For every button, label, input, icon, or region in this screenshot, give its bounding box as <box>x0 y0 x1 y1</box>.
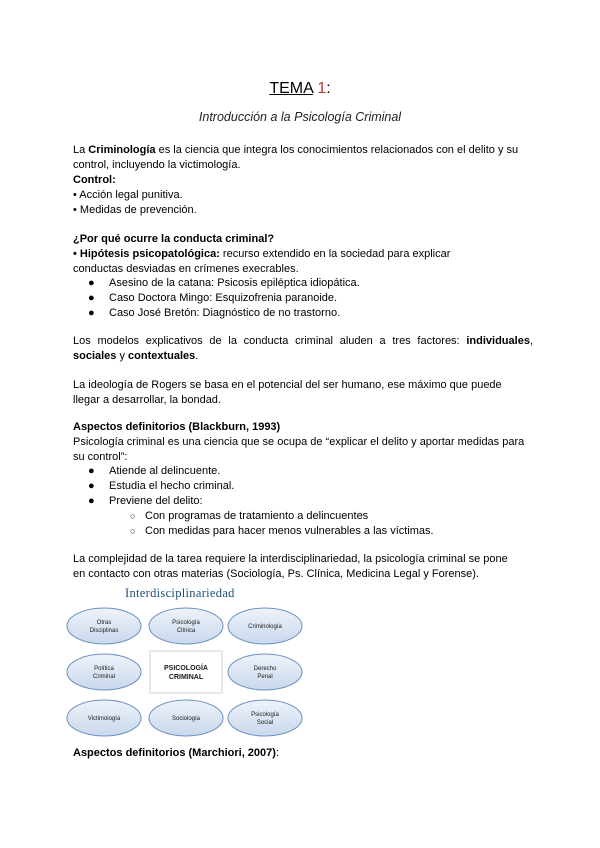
interdisciplinarity-diagram <box>64 604 308 740</box>
blackburn-line2: su control”: <box>73 451 128 463</box>
complex-line2: en contacto con otras materias (Sociología, Ps. Clínica, Medicina Legal y Forense). <box>73 568 479 580</box>
rogers-paragraph <box>73 378 533 408</box>
list-item: ○ Con programas de tratamiento a delincuentes <box>130 510 369 522</box>
page-subtitle: Introducción a la Psicología Criminal <box>198 110 402 124</box>
intro-pre: La <box>73 144 89 156</box>
list-item: ● Asesino de la catana: Psicosis epiléptica idiopática. <box>88 277 360 289</box>
diagram-node-label: Clínica <box>176 628 196 634</box>
blackburn-list <box>88 464 234 509</box>
diagram-node-label: Criminología <box>248 624 282 630</box>
why-heading: ¿Por qué ocurre la conducta criminal? <box>73 233 275 245</box>
models-y: y <box>116 350 129 362</box>
diagram-node-label: Psicología <box>251 712 279 718</box>
intro-line2: control, incluyendo la victimología. <box>73 159 241 171</box>
case-text: Caso Doctora Mingo: Esquizofrenia paranoide. <box>109 292 338 304</box>
marchiori-heading <box>73 746 533 761</box>
diagram-node <box>67 608 141 644</box>
diagram-node-label: Política <box>94 666 114 672</box>
diagram-node-label: Sociología <box>171 716 201 722</box>
list-item: ● Caso José Bretón: Diagnóstico de no trastorno. <box>88 307 341 319</box>
case-text: Caso José Bretón: Diagnóstico de no trastorno. <box>109 307 341 319</box>
page-title <box>0 80 600 98</box>
diagram-center-box <box>150 651 222 693</box>
blackburn-sublist <box>130 509 434 539</box>
intro-post: es la ciencia que integra los conocimientos relacionados con el delito y su <box>155 144 519 156</box>
models-bold: individuales <box>466 335 530 347</box>
models-end: . <box>195 350 199 362</box>
subitem-text: Con medidas para hacer menos vulnerables a las víctimas. <box>145 525 434 537</box>
blackburn-line1: Psicología criminal es una ciencia que se ocupa de “explicar el delito y aportar medidas para <box>73 436 525 448</box>
models-paragraph <box>73 334 533 364</box>
hypothesis-bold: • Hipótesis psicopatológica: <box>73 248 220 260</box>
hypothesis-text: recurso extendido en la sociedad para explicar <box>219 248 451 260</box>
item-text: Atiende al delincuente. <box>109 465 221 477</box>
list-item: ● Estudia el hecho criminal. <box>88 480 235 492</box>
models-comma: , <box>529 335 533 347</box>
item-text: Previene del delito: <box>109 495 203 507</box>
diagram-node-label: Victimología <box>87 716 121 722</box>
control-heading: Control: <box>73 174 116 186</box>
item-text: Estudia el hecho criminal. <box>109 480 235 492</box>
diagram-node-label: Disciplinas <box>89 628 119 634</box>
diagram-node <box>228 700 302 736</box>
hypothesis-line2: conductas desviadas en crímenes execrables. <box>73 263 299 275</box>
diagram-node-label: Penal <box>257 674 273 680</box>
diagram-node <box>149 608 223 644</box>
title-number: 1 <box>317 80 327 97</box>
list-item: ● Atiende al delincuente. <box>88 465 221 477</box>
control-item: • Acción legal punitiva. <box>73 189 183 201</box>
diagram-node-label: Social <box>256 720 274 726</box>
why-block <box>73 232 533 277</box>
blackburn-heading: Aspectos definitorios (Blackburn, 1993) <box>73 421 281 433</box>
list-item: ● Previene del delito: <box>88 495 203 507</box>
diagram-node-label: Criminal <box>92 674 116 680</box>
control-item: • Medidas de prevención. <box>73 204 197 216</box>
diagram-node <box>67 654 141 690</box>
rogers-line1: La ideología de Rogers se basa en el potencial del ser humano, ese máximo que puede <box>73 379 502 391</box>
title-colon: : <box>326 80 331 97</box>
models-bold: sociales <box>73 350 117 362</box>
complex-line1: La complejidad de la tarea requiere la interdisciplinariedad, la psicología criminal se pone <box>73 553 508 565</box>
marchiori-heading-text: Aspectos definitorios (Marchiori, 2007) <box>73 747 276 759</box>
marchiori-colon: : <box>275 747 279 759</box>
diagram-node-label: Derecho <box>253 666 277 672</box>
diagram-title: Interdisciplinariedad <box>125 586 235 600</box>
list-item: ○ Con medidas para hacer menos vulnerables a las víctimas. <box>130 525 434 537</box>
control-block <box>73 173 533 218</box>
list-item: ● Caso Doctora Mingo: Esquizofrenia paranoide. <box>88 292 338 304</box>
intro-bold: Criminología <box>88 144 156 156</box>
models-bold: contextuales <box>128 350 196 362</box>
complex-paragraph <box>73 552 533 582</box>
cases-list <box>88 276 360 321</box>
diagram-node <box>228 654 302 690</box>
diagram-node-label: Psicología <box>172 620 200 626</box>
intro-paragraph <box>73 143 533 173</box>
diagram-node-label: PSICOLOGÍA <box>164 664 208 672</box>
models-text: Los modelos explicativos de la conducta criminal aluden a tres factores: <box>73 335 467 347</box>
diagram-node-label: Otras <box>96 620 112 626</box>
rogers-line2: llegar a desarrollar, la bondad. <box>73 394 221 406</box>
case-text: Asesino de la catana: Psicosis epiléptica idiopática. <box>109 277 360 289</box>
title-word: TEMA <box>269 80 313 97</box>
diagram-node-label: CRIMINAL <box>168 673 204 681</box>
subitem-text: Con programas de tratamiento a delincuentes <box>145 510 369 522</box>
blackburn-block <box>73 420 533 465</box>
